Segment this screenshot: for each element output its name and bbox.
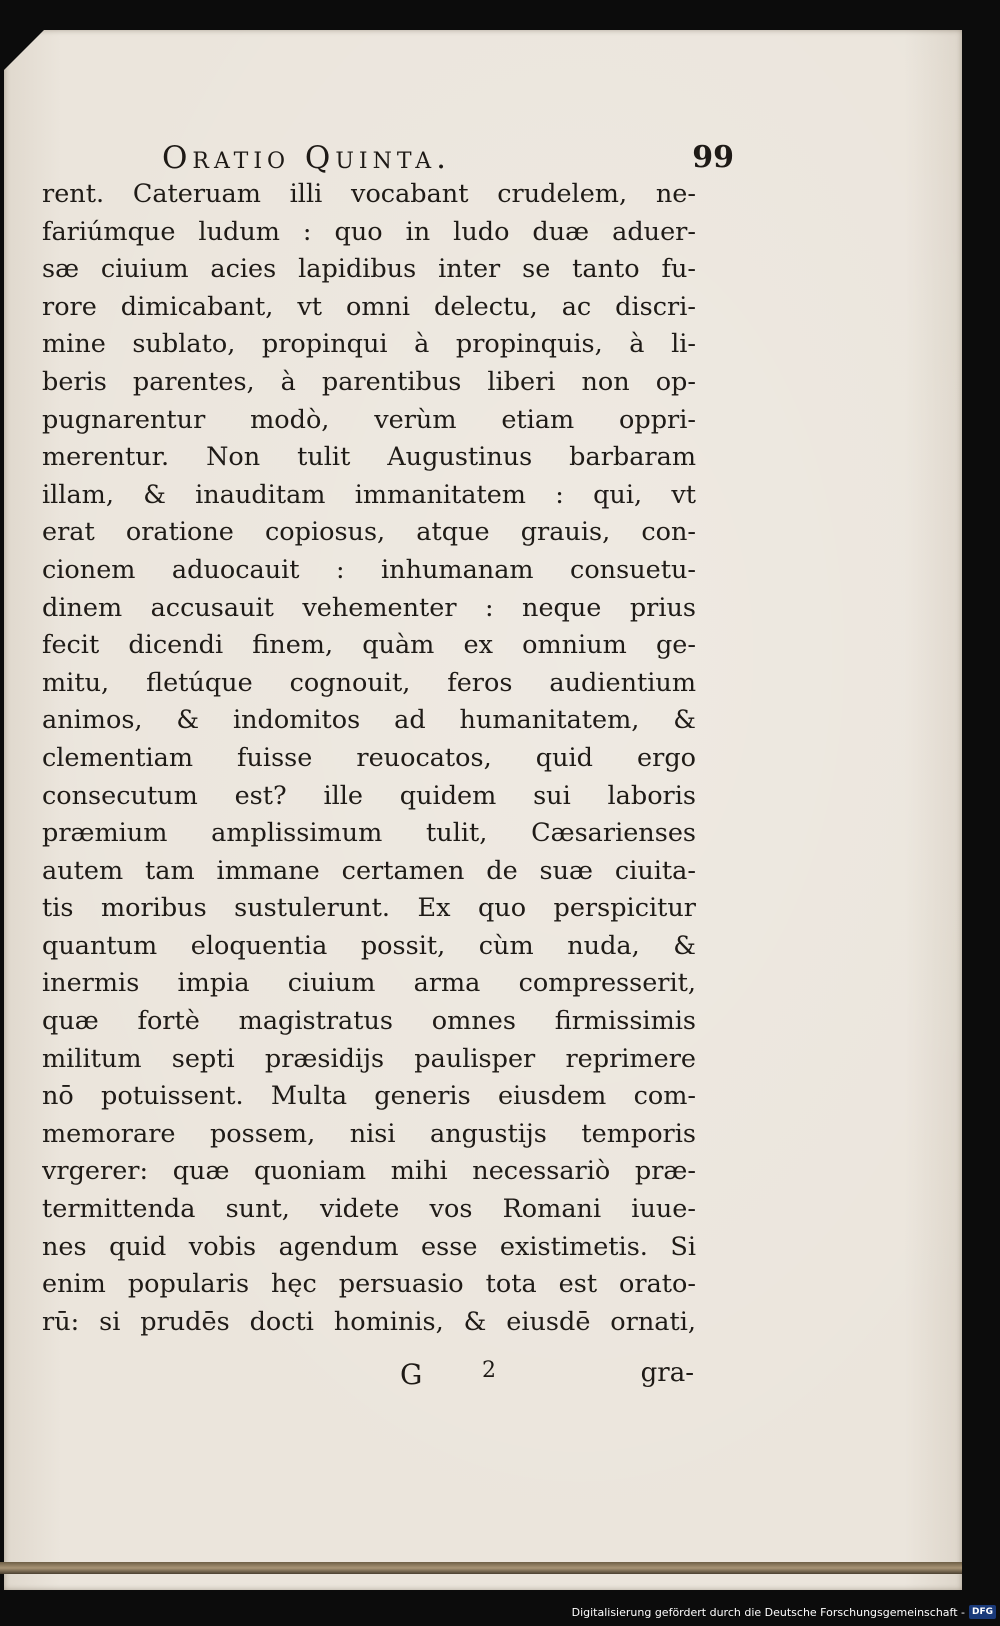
text-line: mitu, fletúque cognouit, feros audientium [42, 667, 696, 698]
page-number: 99 [692, 140, 734, 175]
catchword: gra- [640, 1358, 694, 1388]
text-line: beris parentes, à parentibus liberi non op- [42, 366, 696, 397]
signature-number: 2 [482, 1358, 496, 1383]
text-line: cionem aduocauit : inhumanam consuetu- [42, 554, 696, 585]
credit-text: Digitalisierung gefördert durch die Deutsche Forschungsgemeinschaft - [571, 1605, 965, 1619]
text-line: præmium amplissimum tulit, Cæsarienses [42, 818, 696, 849]
text-line: enim popularis hęc persuasio tota est orato- [42, 1269, 696, 1300]
text-line: mine sublato, propinqui à propinquis, à li- [42, 329, 696, 360]
text-line: militum septi præsidijs paulisper reprimere [42, 1043, 696, 1074]
text-line: dinem accusauit vehementer : neque prius [42, 592, 696, 623]
text-line: memorare possem, nisi angustijs temporis [42, 1118, 696, 1149]
text-line: rent. Cateruam illi vocabant crudelem, ne- [42, 179, 696, 209]
text-line: animos, & indomitos ad humanitatem, & [42, 705, 696, 736]
text-line: fariúmque ludum : quo in ludo duæ aduer- [42, 216, 696, 247]
text-line: rū: si prudēs docti hominis, & eiusdē ornati, [42, 1306, 696, 1337]
text-line: autem tam immane certamen de suæ ciuita- [42, 855, 696, 886]
text-line: pugnarentur modò, verùm etiam oppri- [42, 404, 696, 435]
dfg-logo-icon: DFG [969, 1605, 996, 1619]
page-footer [44, 1358, 694, 1398]
digitization-credit [572, 1602, 996, 1622]
running-title: Oratio Quinta. [162, 140, 452, 176]
text-line: quæ fortè magistratus omnes firmissimis [42, 1006, 696, 1037]
page-bottom-edge [0, 1562, 962, 1574]
text-line: tis moribus sustulerunt. Ex quo perspicitur [42, 893, 696, 924]
text-line: rore dimicabant, vt omni delectu, ac discri- [42, 291, 696, 322]
book-page [4, 30, 962, 1590]
text-line: clementiam fuisse reuocatos, quid ergo [42, 742, 696, 773]
page-corner-fold [4, 30, 44, 70]
text-line: consecutum est? ille quidem sui laboris [42, 780, 696, 811]
text-line: nes quid vobis agendum esse existimetis. Si [42, 1231, 696, 1262]
text-line: vrgerer: quæ quoniam mihi necessariò præ- [42, 1156, 696, 1187]
text-line: quantum eloquentia possit, cùm nuda, & [42, 930, 696, 961]
text-line: inermis impia ciuium arma compresserit, [42, 968, 696, 999]
text-line: sæ ciuium acies lapidibus inter se tanto fu- [42, 254, 696, 285]
text-line: nō potuissent. Multa generis eiusdem com- [42, 1081, 696, 1112]
text-line: illam, & inauditam immanitatem : qui, vt [42, 479, 696, 510]
text-line: merentur. Non tulit Augustinus barbaram [42, 442, 696, 473]
page-body-text [42, 176, 696, 1341]
text-line: fecit dicendi finem, quàm ex omnium ge- [42, 630, 696, 661]
text-line: termittenda sunt, videte vos Romani iuue- [42, 1194, 696, 1225]
text-line: erat oratione copiosus, atque grauis, con- [42, 517, 696, 548]
signature-mark: G [400, 1358, 423, 1391]
